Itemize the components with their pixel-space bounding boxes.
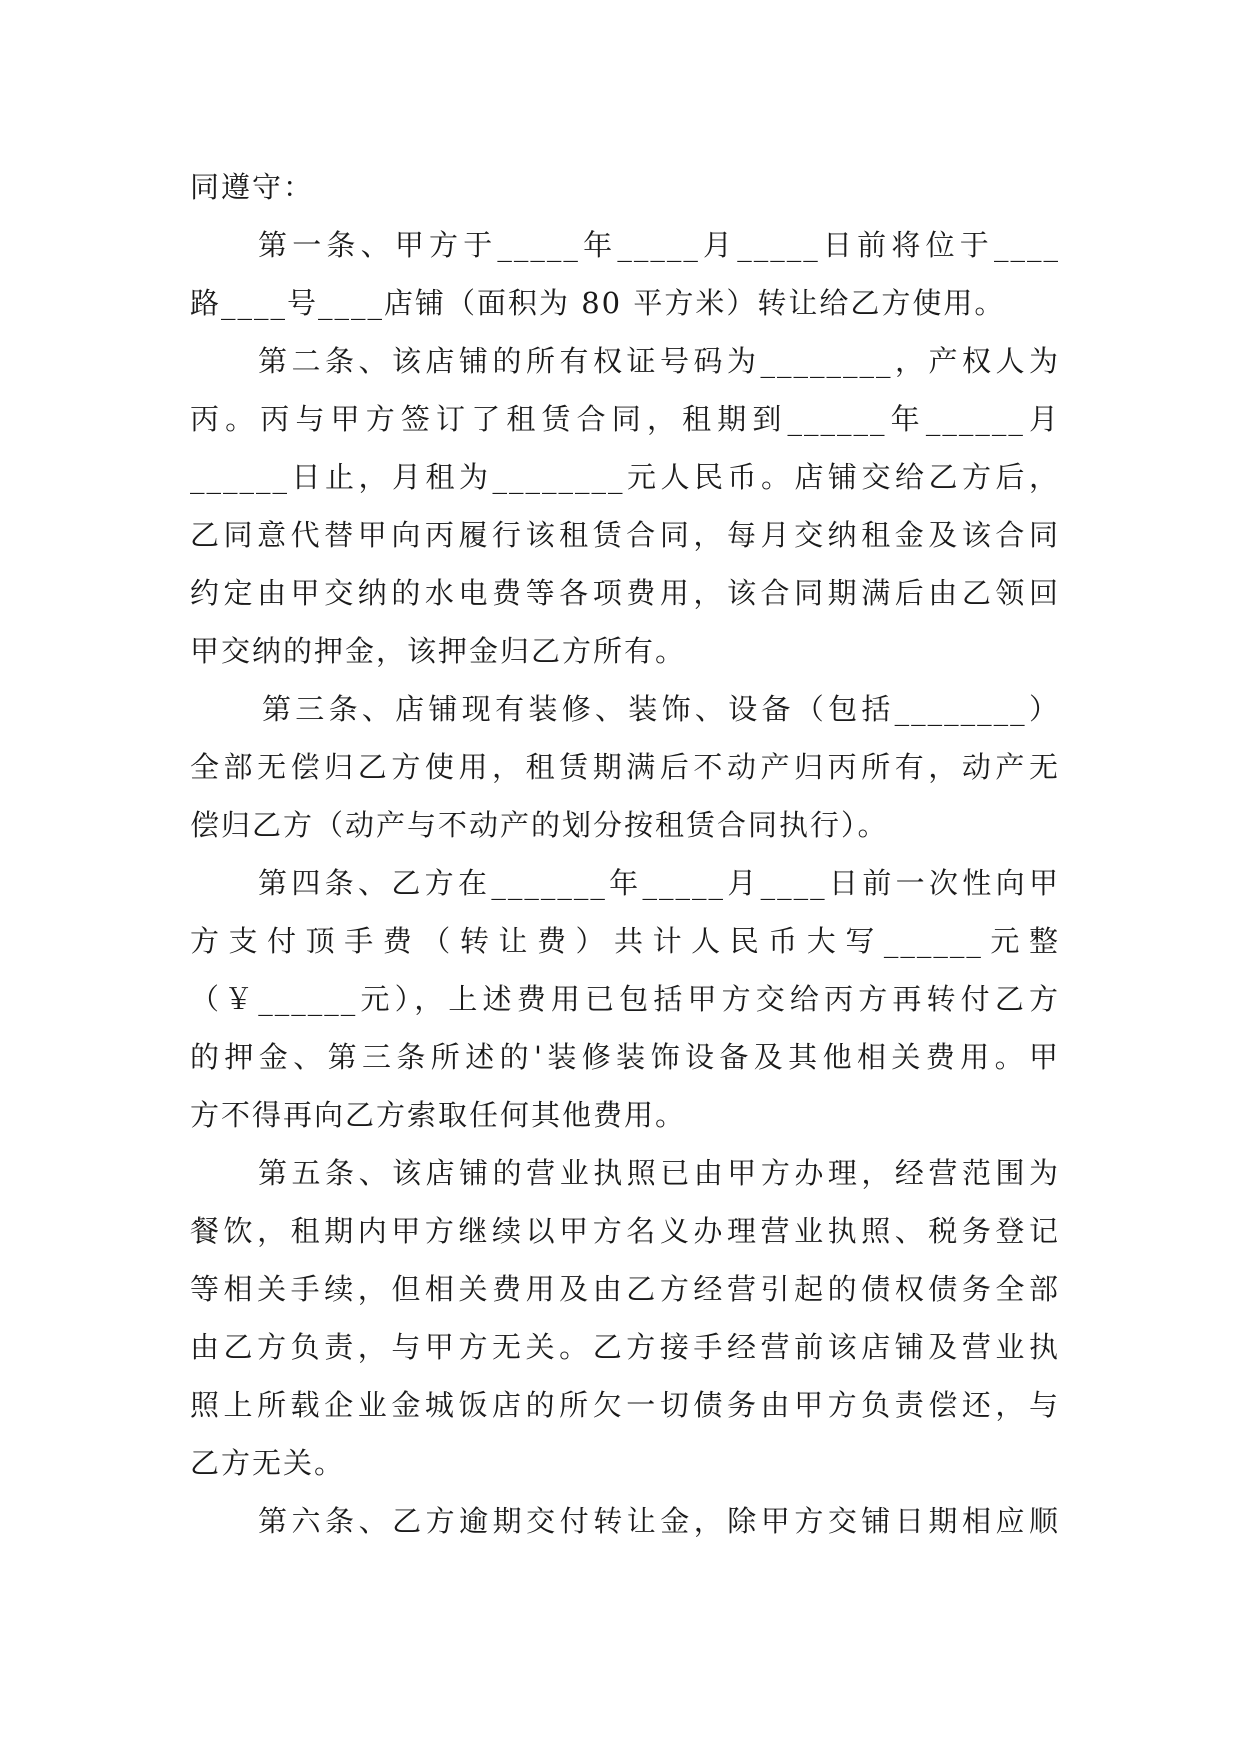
text-line: 丙。丙与甲方签订了租赁合同，租期到______年______月 <box>190 402 1060 436</box>
article-1-line: 第一条、甲方于_____年_____月_____日前将位于____ <box>258 228 1060 262</box>
text-line: 方支付顶手费（转让费）共计人民币大写______元整 <box>190 924 1060 958</box>
text-line: ______日止，月租为________元人民币。店铺交给乙方后， <box>190 460 1060 494</box>
article-5-line: 第五条、该店铺的营业执照已由甲方办理，经营范围为 <box>258 1156 1060 1190</box>
text-line: 约定由甲交纳的水电费等各项费用，该合同期满后由乙领回 <box>190 576 1060 610</box>
article-3-line: 第三条、店铺现有装修、装饰、设备（包括________） <box>262 692 1060 726</box>
text-line: 由乙方负责，与甲方无关。乙方接手经营前该店铺及营业执 <box>190 1330 1060 1364</box>
text-line: 方不得再向乙方索取任何其他费用。 <box>190 1098 687 1132</box>
text-line: （￥______元），上述费用已包括甲方交给丙方再转付乙方 <box>190 982 1060 1016</box>
text-line: 偿归乙方（动产与不动产的划分按租赁合同执行）。 <box>190 808 889 842</box>
text-line: 照上所载企业金城饭店的所欠一切债务由甲方负责偿还，与 <box>190 1388 1060 1422</box>
contract-body <box>190 158 1060 1550</box>
text-line: 等相关手续，但相关费用及由乙方经营引起的债权债务全部 <box>190 1272 1060 1306</box>
text-line: 路____号____店铺（面积为 80 平方米）转让给乙方使用。 <box>190 286 1006 320</box>
article-2-line: 第二条、该店铺的所有权证号码为________，产权人为 <box>258 344 1060 378</box>
text-line: 的押金、第三条所述的'装修装饰设备及其他相关费用。甲 <box>190 1040 1060 1074</box>
text-line: 同遵守： <box>190 170 315 204</box>
text-line: 乙方无关。 <box>190 1446 346 1480</box>
text-line: 全部无偿归乙方使用，租赁期满后不动产归丙所有，动产无 <box>190 750 1060 784</box>
article-6-line: 第六条、乙方逾期交付转让金，除甲方交铺日期相应顺 <box>258 1504 1060 1538</box>
text-line: 甲交纳的押金，该押金归乙方所有。 <box>190 634 687 668</box>
text-line: 餐饮，租期内甲方继续以甲方名义办理营业执照、税务登记 <box>190 1214 1060 1248</box>
article-4-line: 第四条、乙方在_______年_____月____日前一次性向甲 <box>258 866 1060 900</box>
text-line: 乙同意代替甲向丙履行该租赁合同，每月交纳租金及该合同 <box>190 518 1060 552</box>
